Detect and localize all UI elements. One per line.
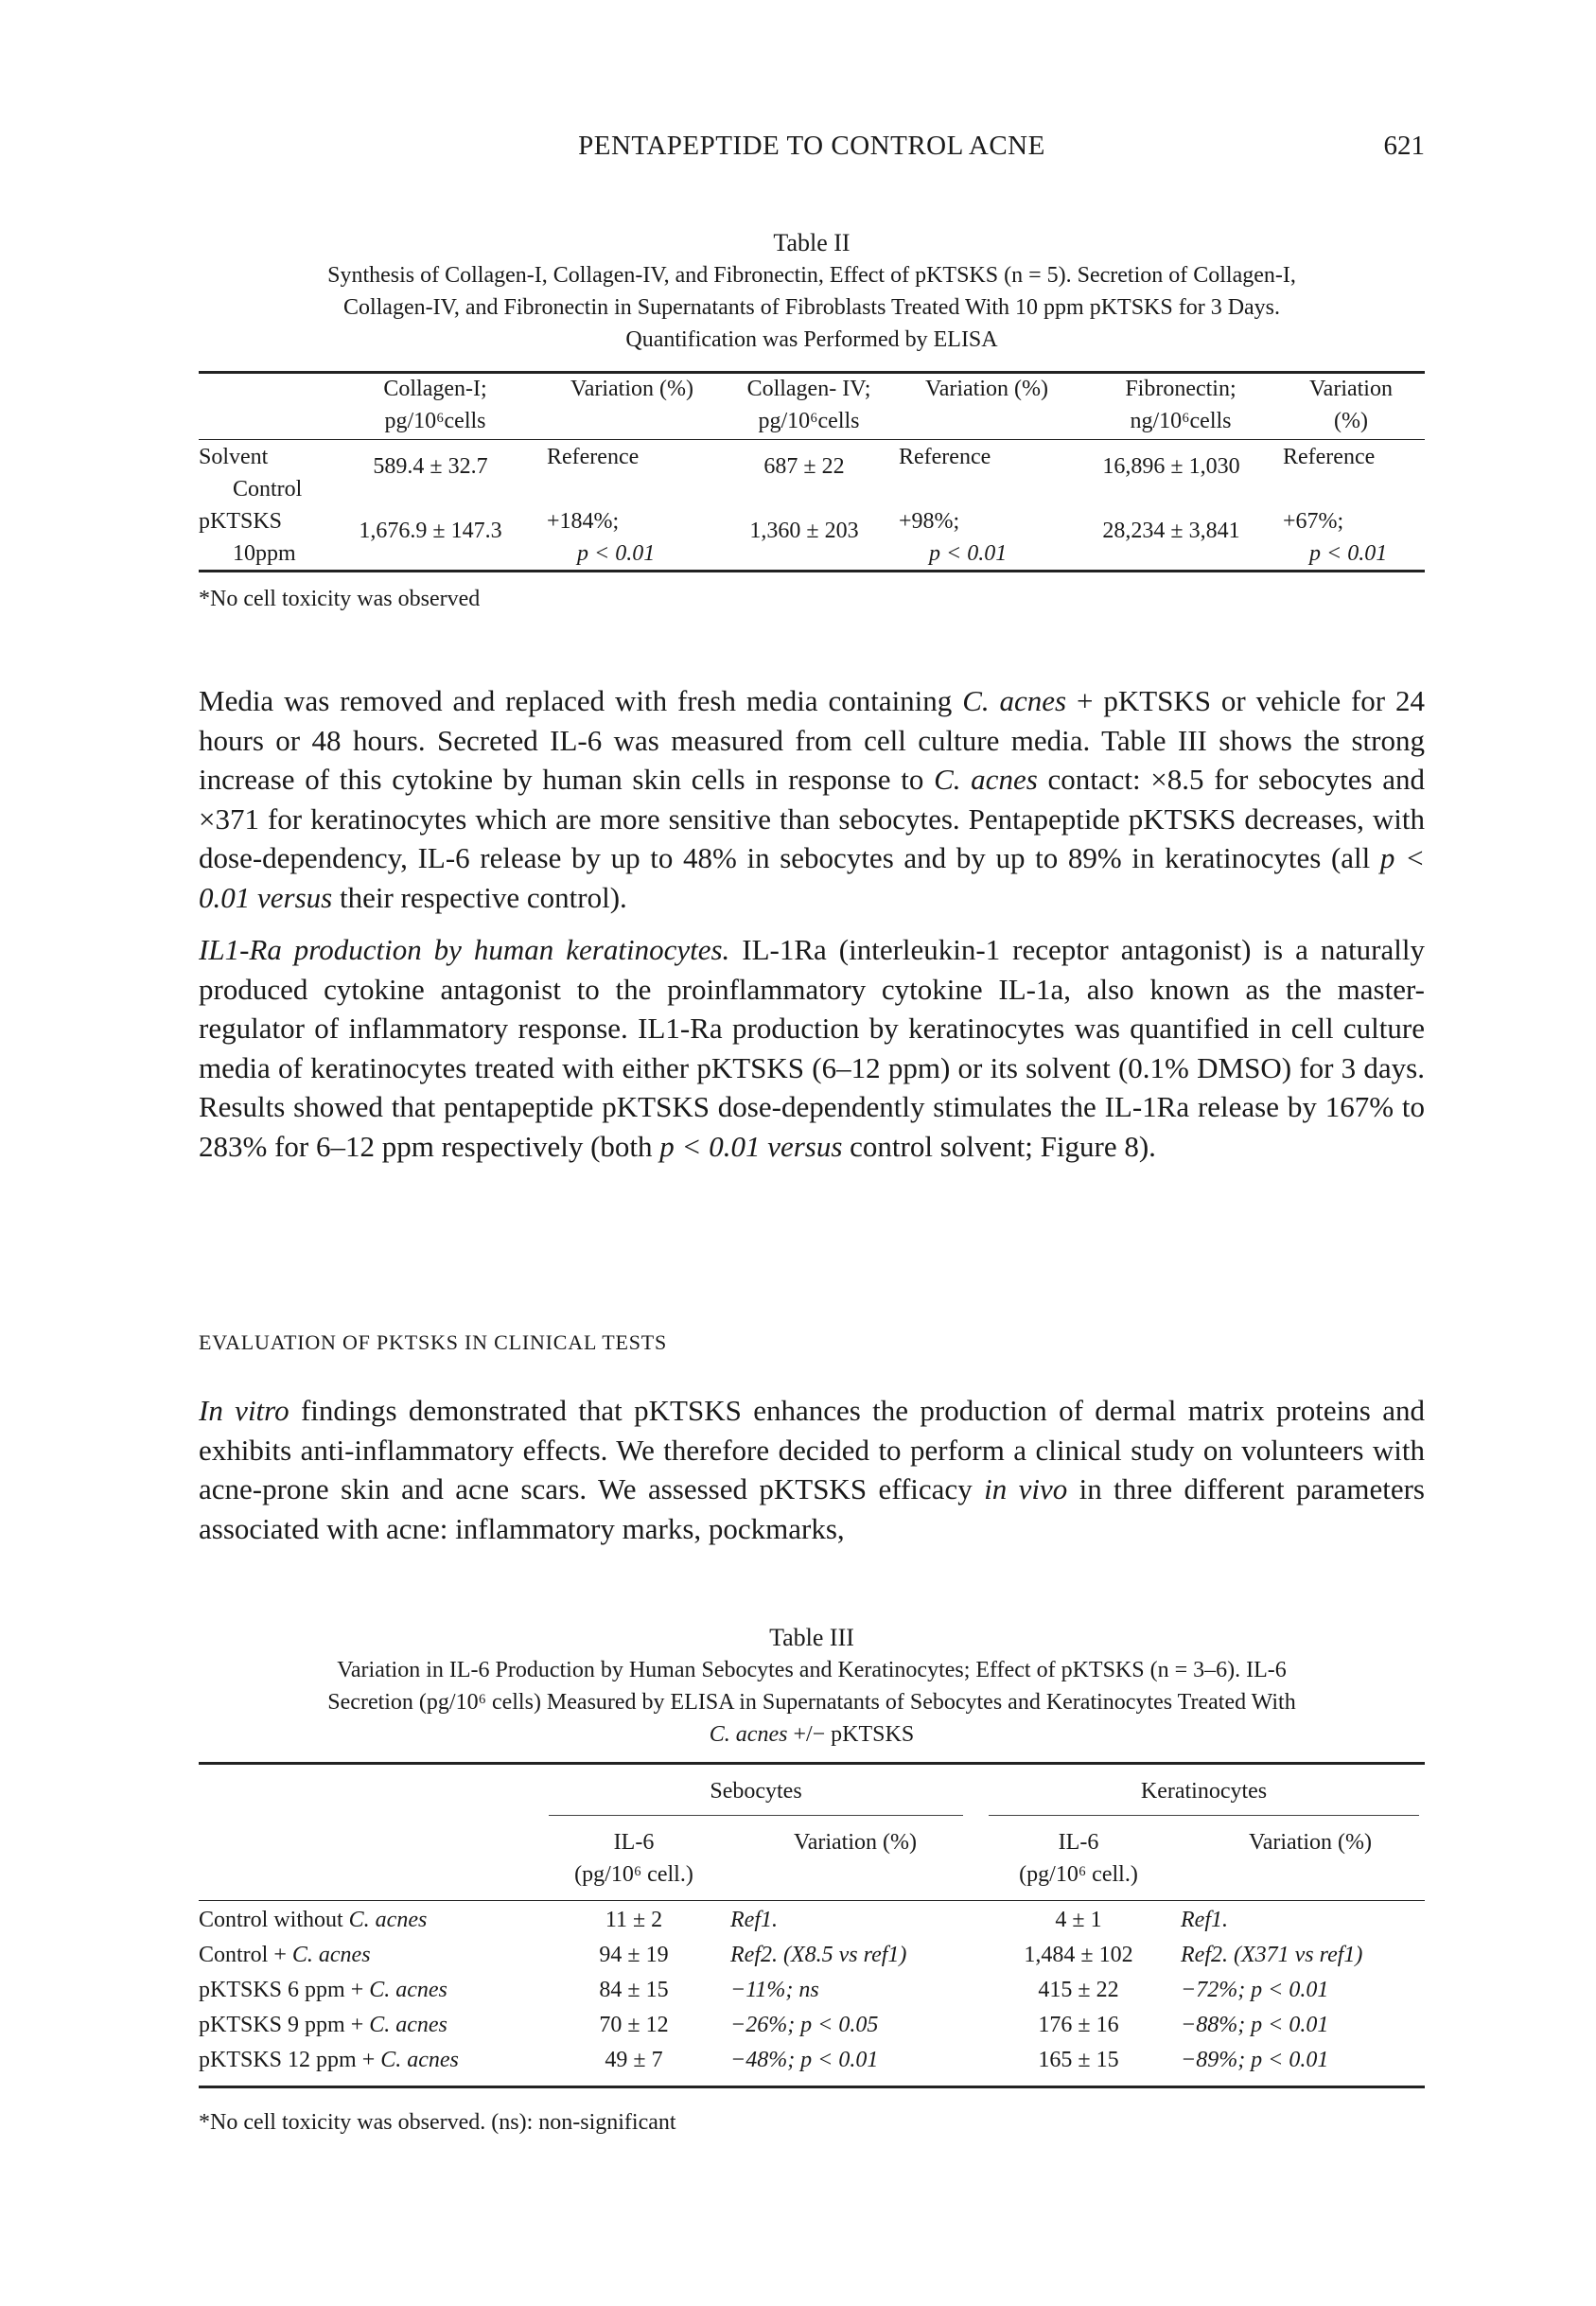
table3-row-seb-il6: 70 ± 12: [599, 2013, 669, 2037]
table2-row2-variation3: [1283, 505, 1387, 570]
table2-row1-variation3: Reference: [1283, 445, 1376, 469]
table2-caption-line1: Synthesis of Collagen-I, Collagen-IV, and Fibronectin, Effect of pKTSKS (n = 5). Secretion of Collagen-I,: [327, 263, 1296, 288]
table3-row-label: [199, 1904, 539, 1936]
table3-row-seb-il6: 84 ± 15: [599, 1978, 669, 2002]
table3-row-seb-il6: 49 ± 7: [605, 2048, 663, 2072]
table3-row-label-acnes: C. acnes: [369, 2013, 447, 2037]
para3-in-vitro: In vitro: [199, 1394, 289, 1427]
table3-row-label-text: pKTSKS 12 ppm +: [199, 2048, 381, 2072]
table3-header-seb-variation: Variation (%): [794, 1830, 917, 1855]
table2-header-variation1: Variation (%): [570, 377, 693, 401]
table3-header-ker-il6: [993, 1826, 1164, 1891]
table2-header-collagen1: [341, 373, 530, 437]
table3-header-seb-il6-unit: (pg/10⁶ cell.): [574, 1862, 693, 1887]
para2-run-in-title: IL1-Ra production by human keratinocytes.: [199, 933, 730, 966]
table2-footnote: *No cell toxicity was observed: [199, 587, 481, 611]
table3-row-ker-variation: Ref1.: [1181, 1908, 1228, 1932]
table3-sebocytes-rule: [549, 1815, 963, 1816]
section-heading: EVALUATION OF PKTSKS IN CLINICAL TESTS: [199, 1330, 668, 1354]
table3-row-ker-il6: 1,484 ± 102: [1024, 1943, 1133, 1967]
table3-row-label-acnes: C. acnes: [291, 1943, 371, 1967]
table2-row2-label-line2: 10ppm: [233, 541, 296, 566]
table2-row2-variation1-pvalue: p < 0.01: [577, 541, 656, 566]
table3-row-ker-variation: −88%; p < 0.01: [1181, 2013, 1329, 2037]
table2-row1-collagen4: 687 ± 22: [763, 454, 845, 479]
table2-header-variation3-label: Variation: [1309, 377, 1393, 401]
table3-row-label: [199, 1974, 539, 2006]
table3-row-ker-variation: −72%; p < 0.01: [1181, 1978, 1329, 2002]
table3-header-ker-il6-unit: (pg/10⁶ cell.): [1019, 1862, 1138, 1887]
table3-header-ker-il6-label: IL-6: [1058, 1830, 1099, 1855]
para1-text-b: + pKTSKS or vehicle for 24 hours or 48 hours. Secreted IL-6 was measured from cell culture media. Table III shows the strong increase of this cytokine by human skin cells in response to: [199, 684, 1425, 796]
table3-caption-line1: Variation in IL-6 Production by Human Sebocytes and Keratinocytes; Effect of pKTSKS (n = 3–6). IL-6: [337, 1658, 1287, 1682]
table2-bottom-rule: [199, 570, 1425, 572]
table2-header-collagen1-label: Collagen-I;: [383, 377, 487, 401]
table3-number: Table III: [769, 1624, 854, 1651]
body-text-lower: [199, 1391, 1425, 1561]
table3-row-ker-il6: 415 ± 22: [1038, 1978, 1119, 2002]
paragraph-il6: [199, 681, 1425, 917]
table3-row-label: [199, 1939, 539, 1971]
table2-row2-variation1-value: +184%;: [547, 509, 620, 534]
table2-row2-collagen1: 1,676.9 ± 147.3: [359, 519, 502, 543]
table3-row-ker-il6: 165 ± 15: [1038, 2048, 1119, 2072]
table2-header-rule: [199, 439, 1425, 440]
table2-row2-variation2-value: +98%;: [899, 509, 960, 534]
table2-row2-variation3-value: +67%;: [1283, 509, 1344, 534]
table3-row-label-acnes: C. acnes: [348, 1908, 428, 1932]
para3-text-a: findings demonstrated that pKTSKS enhances the production of dermal matrix proteins and exhibits anti-inflammatory effects. We therefore decided to perform a clinical study on volunteers with acne-prone skin and acne scars. We assessed pKTSKS efficacy: [199, 1394, 1425, 1505]
para1-text-d: their respective control).: [332, 880, 627, 914]
table3-row-seb-il6: 11 ± 2: [605, 1908, 663, 1932]
table3-caption: [199, 1622, 1425, 1751]
table3-caption-acnes: C. acnes: [709, 1722, 788, 1747]
table3-row-ker-variation: −89%; p < 0.01: [1181, 2048, 1329, 2072]
table3-row-ker-il6: 4 ± 1: [1055, 1908, 1102, 1932]
paragraph-clinical: [199, 1391, 1425, 1548]
table3-header-seb-il6-label: IL-6: [613, 1830, 655, 1855]
table2-row1-variation1: Reference: [547, 445, 640, 469]
table3-caption-line3: [199, 1718, 1425, 1751]
table2-row2-variation2: [899, 505, 1007, 570]
table3-header-rule: [199, 1900, 1425, 1901]
para2-text-b: control solvent; Figure 8).: [842, 1129, 1156, 1163]
table2-header-collagen4-label: Collagen- IV;: [746, 377, 871, 401]
running-title: PENTAPEPTIDE TO CONTROL ACNE: [578, 131, 1045, 161]
table3-row-label-acnes: C. acnes: [380, 2048, 459, 2072]
table3-row-label-text: Control without: [199, 1908, 349, 1932]
table2-header-variation3-unit: (%): [1334, 409, 1368, 433]
table2-row2-variation1: [547, 505, 655, 570]
table3-row-label-text: Control +: [199, 1943, 292, 1967]
table2-row2-variation2-pvalue: p < 0.01: [929, 541, 1008, 566]
table3-row-seb-variation: −26%; p < 0.05: [730, 2013, 879, 2037]
table2-row1-label: [199, 441, 302, 505]
table2-header-variation2: Variation (%): [925, 377, 1048, 401]
table2-row1-collagen1: 589.4 ± 32.7: [373, 454, 488, 479]
table2-row2-collagen4: 1,360 ± 203: [749, 519, 859, 543]
table3-bottom-rule: [199, 2086, 1425, 2088]
table3-row-label-acnes: C. acnes: [369, 1978, 447, 2002]
table3-row-label-text: pKTSKS 6 ppm +: [199, 1978, 370, 2002]
table3-caption-line2: Secretion (pg/10⁶ cells) Measured by ELISA in Supernatants of Sebocytes and Keratinocytes Treated With: [327, 1690, 1296, 1715]
table2-row2-fibronectin: 28,234 ± 3,841: [1102, 519, 1240, 543]
paragraph-il1ra: [199, 930, 1425, 1166]
table2-header-collagen1-unit: pg/10⁶cells: [384, 409, 486, 433]
table3-group-sebocytes: Sebocytes: [710, 1779, 802, 1804]
body-text-upper: [199, 681, 1425, 1179]
table2-header-variation3: [1277, 373, 1425, 437]
table3-footnote: *No cell toxicity was observed. (ns): non-significant: [199, 2110, 676, 2135]
table3-caption-rest: +/− pKTSKS: [787, 1722, 915, 1747]
table3-row-seb-il6: 94 ± 19: [599, 1943, 669, 1967]
table2-row2-label-line1: pKTSKS: [199, 509, 283, 534]
table2-number: Table II: [773, 229, 851, 256]
table3-row-seb-variation: −48%; p < 0.01: [730, 2048, 879, 2072]
table2-row1-fibronectin: 16,896 ± 1,030: [1102, 454, 1240, 479]
table3-row-ker-il6: 176 ± 16: [1038, 2013, 1119, 2037]
table2-row2-label: [199, 505, 296, 570]
table3-top-rule: [199, 1762, 1425, 1765]
table3-keratinocytes-rule: [989, 1815, 1419, 1816]
table3-row-seb-variation: Ref1.: [730, 1908, 778, 1932]
table3-row-label: [199, 2044, 539, 2076]
table2-header-fibronectin-unit: ng/10⁶cells: [1130, 409, 1232, 433]
table3-row-seb-variation: −11%; ns: [730, 1978, 819, 2002]
para1-text-c: contact: ×8.5 for sebocytes and ×371 for keratinocytes which are more sensitive than sebocytes. Pentapeptide pKTSKS decreases, with dose-dependency, IL-6 release by up to 48% in sebocytes and by up to 89% in keratinocytes (all: [199, 763, 1425, 874]
para1-acnes-1: C. acnes: [962, 684, 1067, 717]
para3-in-vivo: in vivo: [984, 1472, 1068, 1505]
table3-row-label-text: pKTSKS 9 ppm +: [199, 2013, 370, 2037]
table3-row-ker-variation: Ref2. (X371 vs ref1): [1181, 1943, 1363, 1967]
page-number: 621: [1383, 131, 1425, 161]
table3-group-keratinocytes: Keratinocytes: [1140, 1779, 1268, 1804]
table3-header-seb-il6: [549, 1826, 719, 1891]
para1-text-a: Media was removed and replaced with fresh media containing: [199, 684, 963, 717]
para2-pvalue: p < 0.01 versus: [659, 1129, 843, 1163]
running-head: [199, 131, 1425, 168]
para2-text-a: IL-1Ra (interleukin-1 receptor antagonist) is a naturally produced cytokine antagonist to the proinflammatory cytokine IL-1a, also known as the master-regulator of inflammatory response. IL1-Ra production by keratinocytes was quantified in cell culture media of keratinocytes treated with either pKTSKS (6–12 ppm) or its solvent (0.1% DMSO) for 3 days. Results showed that pentapeptide pKTSKS dose-dependently stimulates the IL-1Ra release by 167% to 283% for 6–12 ppm respectively (both: [199, 933, 1425, 1163]
para3-text-b: in three different parameters associated with acne: inflammatory marks, pockmarks,: [199, 1472, 1425, 1545]
para1-pvalue: p < 0.01 versus: [199, 841, 1425, 914]
table2-header-collagen4-unit: pg/10⁶cells: [758, 409, 860, 433]
table2-header-collagen4: [719, 373, 899, 437]
para1-acnes-2: C. acnes: [934, 763, 1038, 796]
table3-row-seb-variation: Ref2. (X8.5 vs ref1): [730, 1943, 907, 1967]
table2-row2-variation3-pvalue: p < 0.01: [1309, 541, 1388, 566]
table2-caption: [199, 227, 1425, 356]
table2-caption-line3: Quantification was Performed by ELISA: [625, 327, 998, 352]
table2-header-fibronectin-label: Fibronectin;: [1125, 377, 1236, 401]
table2-header-fibronectin: [1086, 373, 1275, 437]
table2-row1-label-line1: Solvent: [199, 445, 269, 469]
table2-row1-variation2: Reference: [899, 445, 991, 469]
table3-row-label: [199, 2009, 539, 2041]
table2-caption-line2: Collagen-IV, and Fibronectin in Supernatants of Fibroblasts Treated With 10 ppm pKTSKS for 3 Days.: [342, 295, 1281, 320]
table2-row1-label-line2: Control: [233, 477, 303, 502]
table3-header-ker-variation: Variation (%): [1249, 1830, 1372, 1855]
